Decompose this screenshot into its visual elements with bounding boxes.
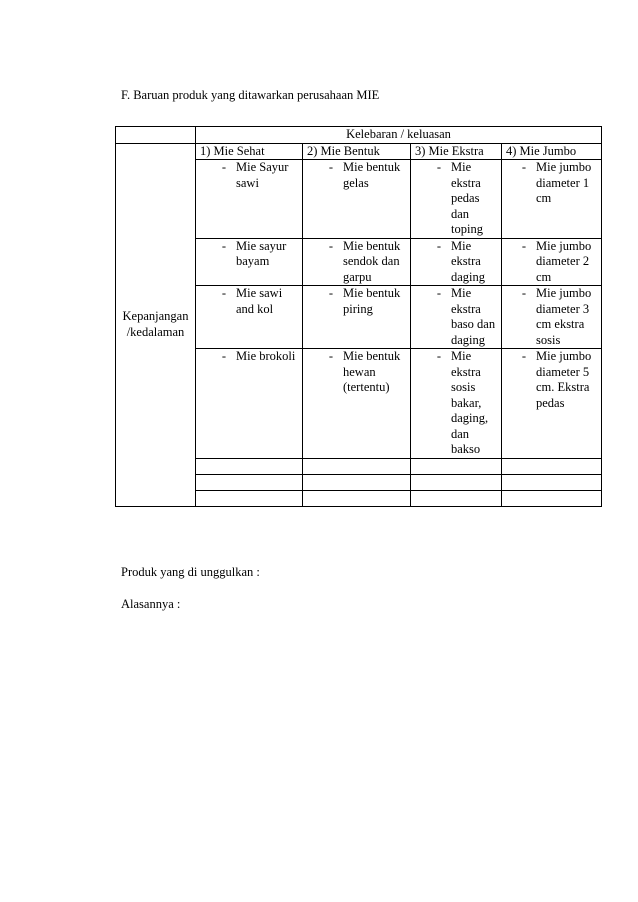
cell-text: Mie ekstra baso dan daging xyxy=(451,286,496,347)
empty-cell xyxy=(303,474,411,490)
empty-cell xyxy=(502,490,602,506)
table-cell xyxy=(303,238,411,286)
empty-cell xyxy=(411,474,502,490)
table-cell xyxy=(502,349,602,459)
width-header: Kelebaran / keluasan xyxy=(196,127,602,144)
empty-cell xyxy=(411,458,502,474)
empty-cell xyxy=(303,490,411,506)
cell-text: Mie ekstra daging xyxy=(451,238,486,284)
reason-label: Alasannya : xyxy=(121,597,181,611)
empty-cell xyxy=(303,458,411,474)
bullet-dash: - xyxy=(436,160,441,174)
table-cell xyxy=(411,238,502,286)
cell-text: Mie jumbo diameter 1 cm xyxy=(536,160,592,205)
section-heading: F. Baruan produk yang ditawarkan perusahaan MIE xyxy=(121,88,380,102)
bullet-dash: - xyxy=(221,286,226,300)
column-header-mie-sehat: 1) Mie Sehat xyxy=(196,143,303,160)
empty-cell xyxy=(411,490,502,506)
table-cell xyxy=(502,286,602,349)
table-cell xyxy=(303,160,411,239)
table-corner-cell xyxy=(116,127,196,144)
bullet-dash: - xyxy=(221,349,226,363)
cell-text: Mie brokoli xyxy=(236,349,296,363)
table-cell xyxy=(411,349,502,459)
cell-text: Mie Sayur sawi xyxy=(236,160,289,190)
table-cell xyxy=(411,160,502,239)
bullet-dash: - xyxy=(436,286,441,300)
empty-cell xyxy=(502,474,602,490)
table-cell xyxy=(196,238,303,286)
table-cell xyxy=(303,286,411,349)
empty-cell xyxy=(196,490,303,506)
bullet-dash: - xyxy=(521,286,526,300)
column-header-row xyxy=(116,143,602,160)
column-header-mie-ekstra: 3) Mie Ekstra xyxy=(411,143,502,160)
table-cell xyxy=(196,160,303,239)
table-cell xyxy=(502,160,602,239)
cell-text: Mie ekstra sosis bakar, daging, dan bakso xyxy=(451,349,489,456)
empty-cell xyxy=(502,458,602,474)
cell-text: Mie bentuk gelas xyxy=(343,160,401,190)
bullet-dash: - xyxy=(221,160,226,174)
cell-text: Mie bentuk piring xyxy=(343,286,401,316)
cell-text: Mie jumbo diameter 2 cm xyxy=(536,238,592,284)
table-cell xyxy=(196,286,303,349)
cell-text: Mie sayur bayam xyxy=(236,238,287,268)
depth-header xyxy=(116,143,196,506)
column-header-mie-jumbo: 4) Mie Jumbo xyxy=(502,143,602,160)
bullet-dash: - xyxy=(521,160,526,174)
column-header-mie-bentuk: 2) Mie Bentuk xyxy=(303,143,411,160)
cell-text: Mie bentuk hewan (tertentu) xyxy=(343,349,401,394)
table-cell xyxy=(196,349,303,459)
table-header-row xyxy=(116,127,602,144)
cell-text: Mie jumbo diameter 3 cm ekstra sosis xyxy=(536,286,592,347)
bullet-dash: - xyxy=(521,349,526,363)
table-cell xyxy=(502,238,602,286)
bullet-dash: - xyxy=(328,349,333,363)
product-mix-table xyxy=(115,126,602,507)
featured-product-label: Produk yang di unggulkan : xyxy=(121,565,260,579)
bullet-dash: - xyxy=(328,286,333,300)
bullet-dash: - xyxy=(328,238,333,253)
depth-header-line-1: Kepanjangan xyxy=(122,309,189,323)
table-cell xyxy=(303,349,411,459)
cell-text: Mie jumbo diameter 5 cm. Ekstra pedas xyxy=(536,349,592,410)
cell-text: Mie bentuk sendok dan garpu xyxy=(343,238,401,284)
bullet-dash: - xyxy=(436,349,441,363)
cell-text: Mie sawi and kol xyxy=(236,286,283,316)
bullet-dash: - xyxy=(328,160,333,174)
bullet-dash: - xyxy=(436,238,441,253)
bullet-dash: - xyxy=(221,238,226,253)
depth-header-line-2: /kedalaman xyxy=(126,324,185,339)
empty-cell xyxy=(196,474,303,490)
empty-cell xyxy=(196,458,303,474)
cell-text: Mie ekstra pedas dan toping xyxy=(451,160,483,236)
bullet-dash: - xyxy=(521,238,526,253)
table-cell xyxy=(411,286,502,349)
